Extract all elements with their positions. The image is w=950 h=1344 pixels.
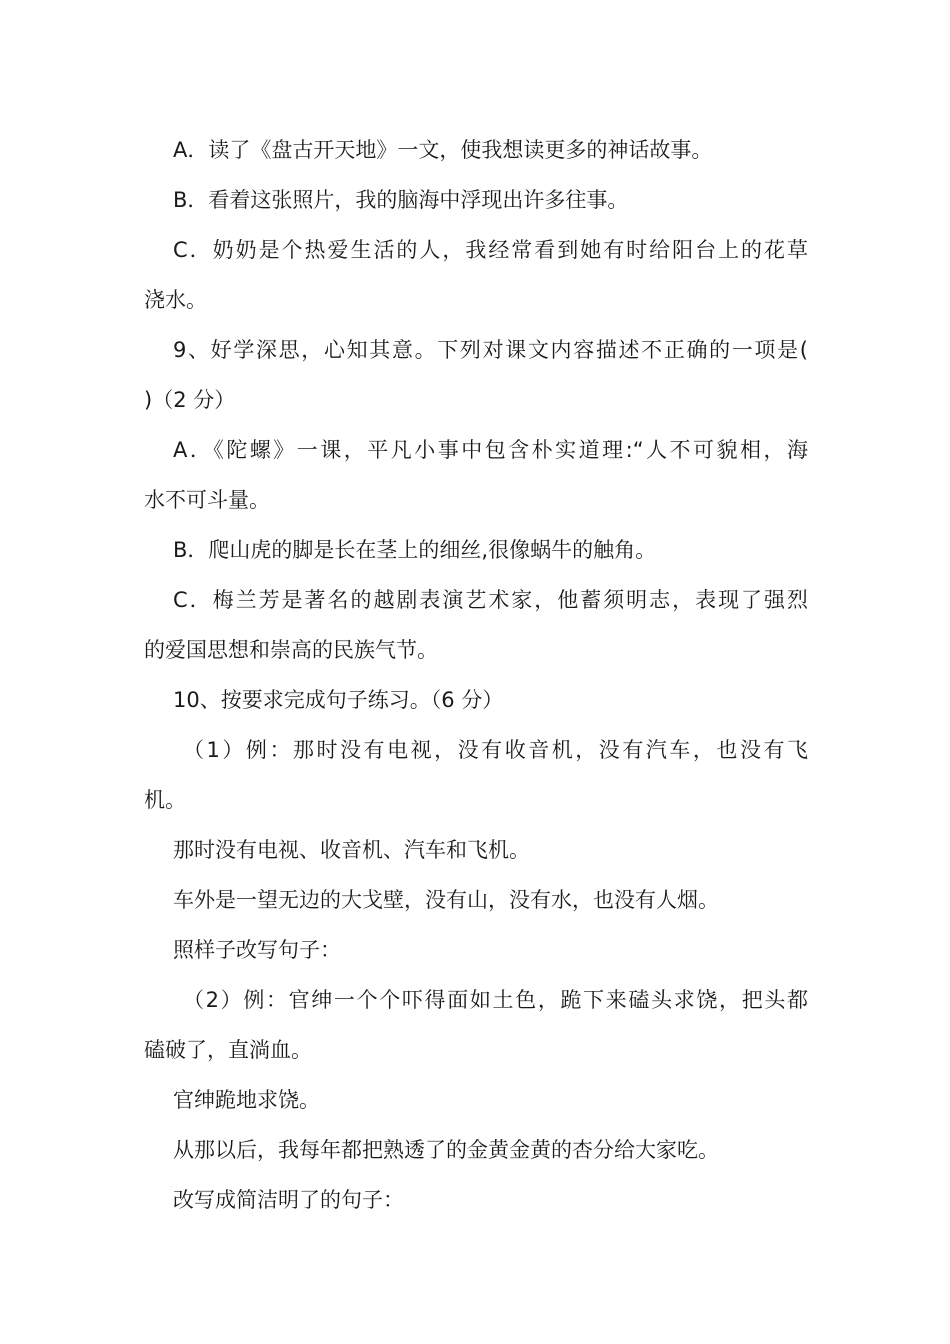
exercise-2-sentence: 从那以后，我每年都把熟透了的金黄金黄的杏分给大家吃。 — [173, 1138, 719, 1162]
exercise-1-sentence: 车外是一望无边的大戈壁，没有山，没有水，也没有人烟。 — [173, 888, 719, 912]
exercise-1-instruction: 照样子改写句子： — [173, 938, 341, 962]
option-8c-line1: C．奶奶是个热爱生活的人，我经常看到她有时给阳台上的花草 — [173, 238, 808, 262]
option-9b: B．爬山虎的脚是长在茎上的细丝,很像蜗牛的触角。 — [173, 538, 657, 562]
example-1-line2: 机。 — [144, 788, 186, 812]
document-body — [144, 125, 808, 1225]
example-2-line1: （2）例：官绅一个个吓得面如土色，跪下来磕头求饶，把头都 — [183, 988, 808, 1012]
option-8c-line2: 浇水。 — [144, 288, 207, 312]
option-8b: B．看着这张照片，我的脑海中浮现出许多往事。 — [173, 188, 629, 212]
example-1-line1: （1）例：那时没有电视，没有收音机，没有汽车，也没有飞 — [183, 738, 808, 762]
question-9-line1: 9、好学深思，心知其意。下列对课文内容描述不正确的一项是( — [173, 338, 808, 362]
exercise-2-instruction: 改写成简洁明了的句子： — [173, 1188, 404, 1212]
question-9-line2: )（2 分） — [144, 388, 236, 412]
option-9a-line2: 水不可斗量。 — [144, 488, 270, 512]
example-1-answer: 那时没有电视、收音机、汽车和飞机。 — [173, 838, 530, 862]
question-10-heading: 10、按要求完成句子练习。（6 分） — [173, 688, 504, 712]
example-2-answer: 官绅跪地求饶。 — [173, 1088, 320, 1112]
option-9c-line1: C．梅兰芳是著名的越剧表演艺术家，他蓄须明志，表现了强烈 — [173, 588, 808, 612]
example-2-line2: 磕破了，直淌血。 — [144, 1038, 312, 1062]
option-8a: A．读了《盘古开天地》一文，使我想读更多的神话故事。 — [173, 138, 713, 162]
option-9c-line2: 的爱国思想和崇高的民族气节。 — [144, 638, 438, 662]
option-9a-line1: A．《陀螺》一课，平凡小事中包含朴实道理:“人不可貌相，海 — [173, 438, 808, 462]
